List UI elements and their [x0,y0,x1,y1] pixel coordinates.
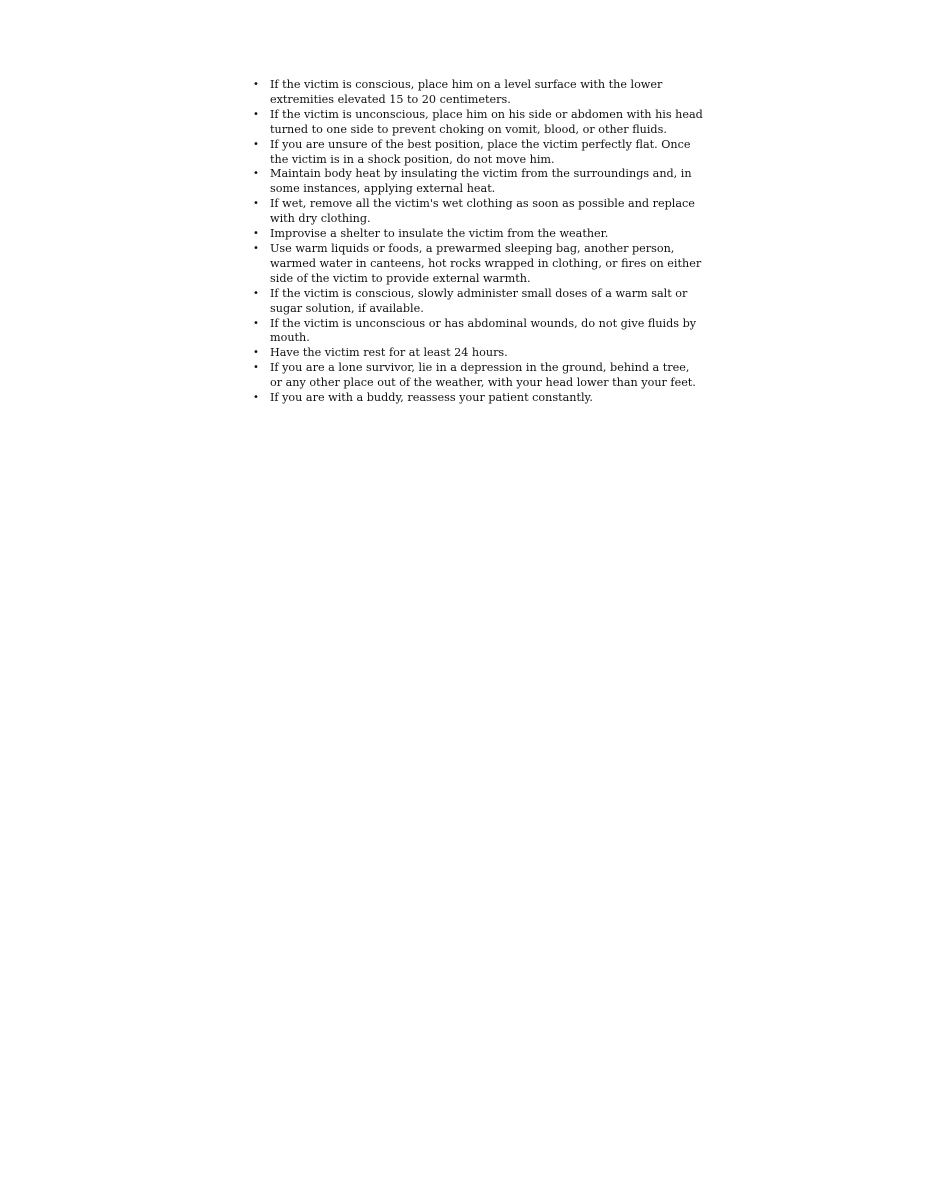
list-item-text: Have the victim rest for at least 24 hours. [270,346,508,360]
list-item-text: Use warm liquids or foods, a prewarmed sleeping bag, another person, warmed water in canteens, hot rocks wrapped in clothing, or fires on either side of the victim to provide external warmth. [270,241,702,285]
list-item [253,167,703,197]
bullet-icon: • [253,347,259,359]
list-item [253,78,703,108]
bullet-icon: • [253,79,259,90]
shock-treatment-list [253,78,703,406]
bullet-icon: • [253,242,259,254]
bullet-icon: • [253,228,259,240]
list-item-text: If the victim is unconscious, place him on his side or abdomen with his head turned to one side to prevent choking on vomit, blood, or other fluids. [270,107,703,136]
list-item-text: If the victim is unconscious or has abdominal wounds, do not give fluids by mouth. [270,316,697,345]
bullet-icon: • [253,317,259,329]
list-item [253,197,703,227]
list-item [253,242,703,287]
bullet-icon: • [253,138,259,150]
bullet-icon: • [253,198,259,210]
list-item [253,346,703,361]
bullet-icon: • [253,168,259,180]
list-item [253,317,703,347]
list-item-text: If you are with a buddy, reassess your patient constantly. [270,391,593,405]
list-item [253,391,703,406]
list-item-text: Improvise a shelter to insulate the victim from the weather. [270,227,609,241]
list-item-text: If you are unsure of the best position, place the victim perfectly flat. Once the victim is in a shock position, do not move him. [270,137,691,166]
bullet-icon: • [253,362,259,374]
list-item-text: Maintain body heat by insulating the victim from the surroundings and, in some instances, applying external heat. [270,167,692,196]
list-item [253,361,703,391]
list-item [253,287,703,317]
list-item [253,227,703,242]
list-item-text: If you are a lone survivor, lie in a depression in the ground, behind a tree, or any other place out of the weather, with your head lower than your feet. [270,361,696,390]
list-item [253,138,703,168]
list-item-text: If wet, remove all the victim's wet clothing as soon as possible and replace with dry clothing. [270,197,695,226]
bullet-icon: • [253,392,259,404]
bullet-icon: • [253,108,259,120]
list-item [253,108,703,138]
list-item-text: If the victim is conscious, slowly administer small doses of a warm salt or sugar solution, if available. [270,286,688,315]
bullet-icon: • [253,287,259,299]
list-item-text: If the victim is conscious, place him on a level surface with the lower extremities elevated 15 to 20 centimeters. [270,78,663,106]
